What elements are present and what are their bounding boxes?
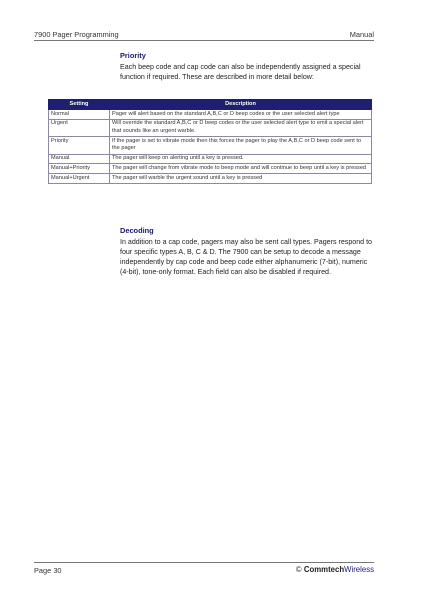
decoding-paragraph: In addition to a cap code, pagers may also be sent call types. Pagers respond to four specific types A, B, C & D. The 7900 can be setup to decode a message independently by cap code and beep code either alphanumeric (7-bit), numeric (4-bit), tone-only format. Each field can also be disabled if required. [120,238,372,276]
table-row [49,164,372,174]
header-divider [34,40,374,41]
copyright-symbol: © [295,565,302,574]
header-document-type: Manual [349,30,374,39]
description-cell: The pager will warble the urgent sound until a key is pressed [110,174,372,184]
table-header-row [49,100,372,110]
setting-cell: Urgent [49,119,110,136]
setting-cell: Manual+Priority [49,164,110,174]
description-cell: Will override the standard A,B,C or D beep codes or the user selected alert type to emit a special alert that sounds like an urgent warble. [110,119,372,136]
table-row [49,137,372,154]
description-cell: The pager will change from vibrate mode to beep mode and will continue to beep until a key is pressed [110,164,372,174]
footer-divider [34,562,374,563]
description-cell: The pager will keep on alerting until a key is pressed. [110,154,372,164]
footer-brand [296,565,374,574]
setting-cell: Manual [49,154,110,164]
table-row [49,119,372,136]
table-row [49,110,372,120]
column-header-description: Description [110,100,372,110]
brand-name-bold: Commtech [303,565,345,574]
page-number: Page 30 [34,566,62,575]
description-cell: Pager will alert based on the standard A,B,C or D beep codes or the user selected alert type [110,110,372,120]
header-document-title: 7900 Pager Programming [34,30,119,39]
priority-settings-table [48,99,372,184]
setting-cell: Normal [49,110,110,120]
setting-cell: Manual+Urgent [49,174,110,184]
setting-cell: Priority [49,137,110,154]
table-row [49,154,372,164]
decoding-heading: Decoding [120,226,154,235]
priority-heading: Priority [120,51,146,60]
table-row [49,174,372,184]
description-cell: If the pager is set to vibrate mode then this forces the pager to play the A,B,C or D beep code sent to the pager [110,137,372,154]
brand-name-light: Wireless [344,565,374,574]
priority-paragraph: Each beep code and cap code can also be independently assigned a special function if required. These are described in more detail below: [120,63,361,81]
column-header-setting: Setting [49,100,110,110]
